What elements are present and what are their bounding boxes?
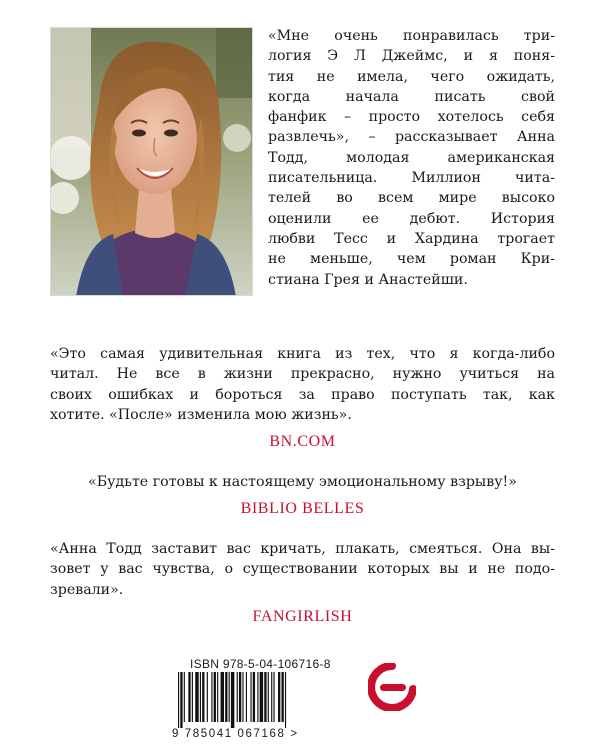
review-text	[50, 539, 555, 600]
barcode-bar	[178, 672, 179, 728]
barcode-bar	[278, 672, 280, 722]
author-quote	[268, 26, 555, 290]
barcode-bar	[260, 672, 263, 722]
isbn-label: ISBN 978-5-04-106716-8	[190, 657, 331, 671]
barcode-bar	[195, 672, 198, 722]
text-line: писательница. Миллион чита-	[268, 170, 555, 187]
review-fangirlish	[50, 539, 555, 626]
barcode-bar	[271, 672, 272, 722]
barcode-bar	[246, 672, 247, 722]
barcode-bar	[264, 672, 266, 722]
text-line: фанфик – просто хотелось себя	[268, 109, 555, 126]
review-source: BIBLIO BELLES	[240, 500, 365, 518]
barcode-bar	[192, 672, 193, 722]
barcode-bar	[268, 672, 269, 722]
barcode-bar	[242, 672, 243, 722]
review-biblio-belles	[50, 472, 555, 518]
barcode-bar	[285, 672, 286, 728]
barcode	[176, 672, 344, 728]
text-line: когда начала писать свой	[268, 88, 555, 105]
review-text	[50, 472, 555, 492]
text-line: Тодд, молодая американская	[268, 149, 555, 166]
barcode-bar	[217, 672, 218, 722]
text-line: «Будьте готовы к настоящему эмоциональному взрыву!»	[88, 474, 517, 490]
review-source: FANGIRLISH	[252, 607, 353, 625]
barcode-bar	[221, 672, 224, 722]
text-line: телей во всем мире высоко	[268, 190, 555, 207]
barcode-bar	[282, 672, 284, 722]
barcode-bar	[200, 672, 201, 722]
barcode-bar	[184, 672, 185, 722]
text-line: «Мне очень понравилась три-	[268, 28, 555, 44]
text-line: стиана Грея и Анастейши.	[268, 271, 468, 288]
barcode-bar	[231, 672, 234, 728]
text-line: читал. Не все в жизни прекрасно, нужно учиться на	[50, 366, 555, 383]
text-line: не меньше, чем роман Кри-	[268, 251, 555, 268]
review-source: BN.COM	[269, 433, 336, 451]
barcode-bar	[273, 672, 274, 722]
barcode-bar	[214, 672, 216, 722]
text-line: развлечь», – рассказывает Анна	[268, 129, 555, 146]
text-line: любви Тесс и Хардина трогает	[268, 230, 555, 247]
barcode-bar	[250, 672, 251, 722]
text-line: «Анна Тодд заставит вас кричать, плакать, смеяться. Она вы-	[50, 541, 555, 557]
text-line: зовет у вас чувства, о существовании которых вы и не подо-	[50, 561, 555, 578]
barcode-bar	[225, 672, 227, 722]
barcode-bar	[180, 672, 182, 728]
review-bn	[50, 344, 555, 451]
barcode-bar	[229, 672, 230, 722]
barcode-bar	[188, 672, 190, 722]
barcode-digits: 9 785041 067168 >	[172, 728, 299, 740]
text-line: своих ошибках и бороться за право поступать так, как	[50, 386, 555, 403]
barcode-bar	[237, 672, 238, 722]
text-line: хотите. «После» изменила мою жизнь».	[50, 406, 352, 423]
eksmo-logo-icon	[368, 663, 416, 711]
barcode-bar	[253, 672, 255, 722]
text-line: «Это самая удивительная книга из тех, что я когда-либо	[50, 346, 555, 362]
text-line: логия Э Л Джеймс, и я поня-	[268, 48, 555, 65]
barcode-bar	[239, 672, 241, 722]
barcode-bar	[211, 672, 212, 722]
text-line: оценили ее дебют. История	[268, 210, 555, 227]
barcode-bar	[202, 672, 204, 722]
text-line: тия не имела, чего ожидать,	[268, 68, 555, 85]
review-text	[50, 344, 555, 425]
barcode-bar	[257, 672, 258, 722]
barcode-bar	[207, 672, 208, 722]
text-line: зревали».	[50, 581, 124, 598]
author-photo	[50, 27, 253, 296]
